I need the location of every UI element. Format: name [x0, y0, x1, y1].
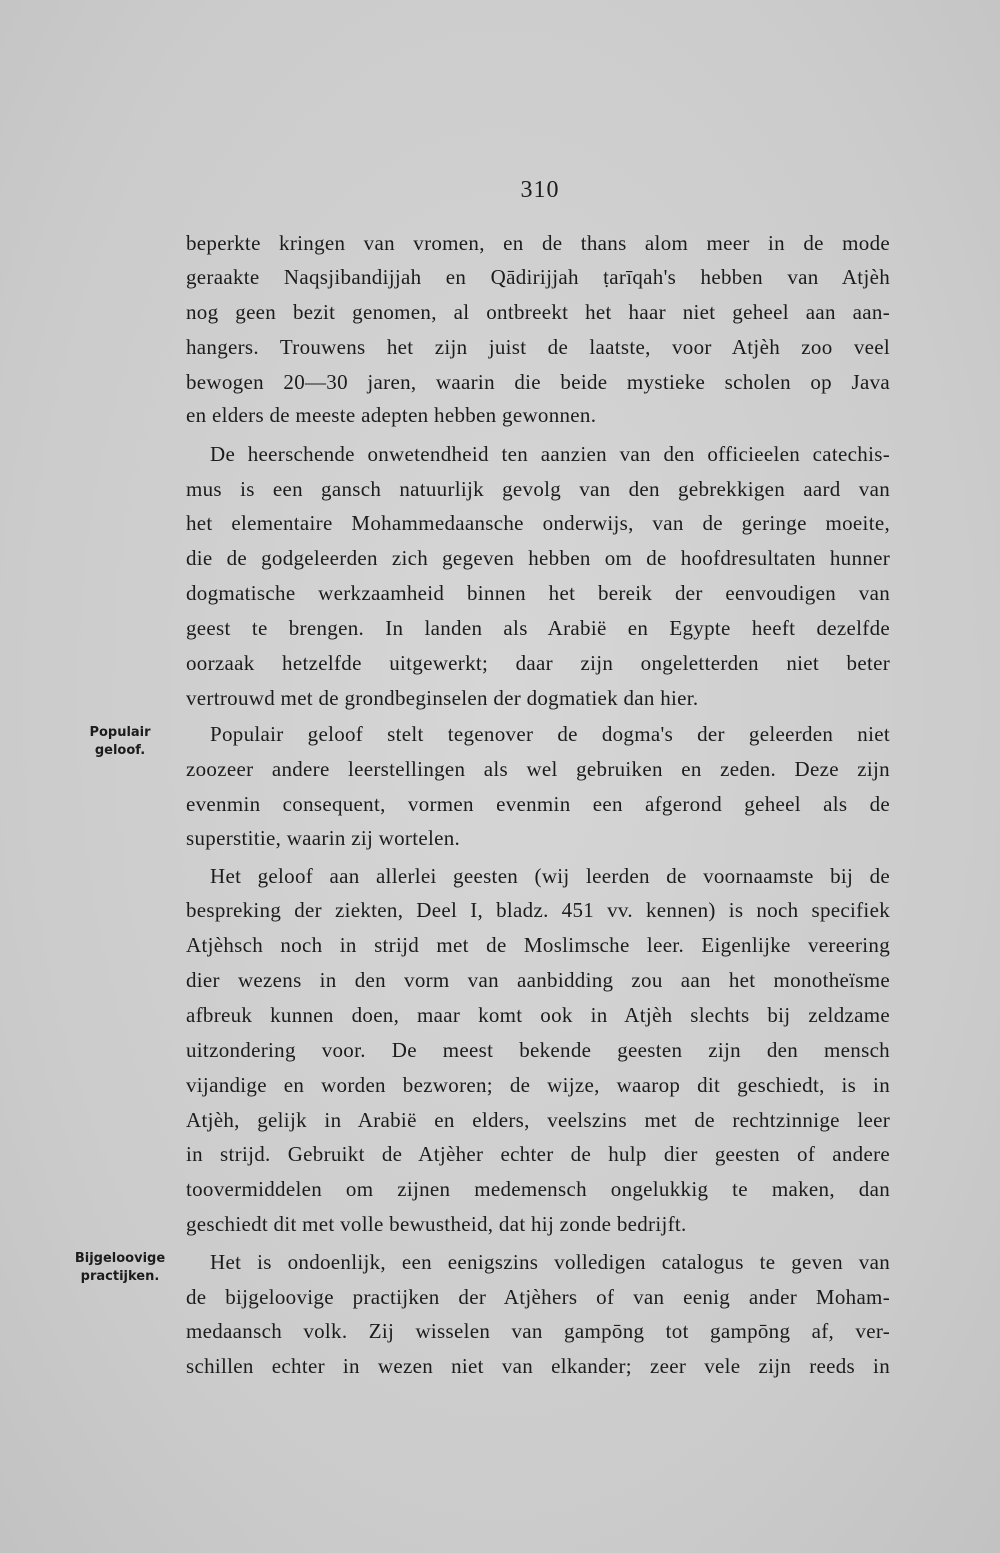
margin-note-line: practijken. — [80, 1269, 160, 1284]
text-line: Atjèhsch noch in strijd met de Moslimsche leer. Eigenlijke vereering — [186, 933, 890, 957]
text-line: de bijgeloovige practijken der Atjèhers of van eenig ander Moham- — [186, 1285, 890, 1309]
text-line: geest te brengen. In landen als Arabië en Egypte heeft dezelfde — [186, 616, 890, 640]
text-line: oorzaak hetzelfde uitgewerkt; daar zijn ongeletterden niet beter — [186, 651, 890, 675]
text-line: geschiedt dit met volle bewustheid, dat hij zonde bedrijft. — [186, 1212, 687, 1236]
margin-note-populair-geloof — [60, 724, 180, 760]
text-line: Het geloof aan allerlei geesten (wij leerden de voornaamste bij de — [210, 864, 890, 888]
text-line: zoozeer andere leerstellingen als wel gebruiken en zeden. Deze zijn — [186, 757, 890, 781]
text-line: en elders de meeste adepten hebben gewonnen. — [186, 403, 597, 427]
text-line: Het is ondoenlijk, een eenigszins volledigen catalogus te geven van — [210, 1250, 890, 1274]
text-line: schillen echter in wezen niet van elkander; zeer vele zijn reeds in — [186, 1354, 890, 1378]
text-line: De heerschende onwetendheid ten aanzien van den officieelen catechis- — [210, 442, 890, 466]
text-line: in strijd. Gebruikt de Atjèher echter de hulp dier geesten of andere — [186, 1142, 890, 1166]
page-number: 310 — [520, 177, 560, 203]
text-line: het elementaire Mohammedaansche onderwijs, van de geringe moeite, — [186, 511, 890, 535]
text-line: evenmin consequent, vormen evenmin een afgerond geheel als de — [186, 792, 890, 816]
text-line: medaansch volk. Zij wisselen van gampōng tot gampōng af, ver- — [186, 1319, 890, 1343]
text-line: uitzondering voor. De meest bekende geesten zijn den mensch — [186, 1038, 890, 1062]
margin-note-line: geloof. — [94, 743, 146, 758]
text-line: superstitie, waarin zij wortelen. — [186, 826, 461, 850]
text-line: beperkte kringen van vromen, en de thans alom meer in de mode — [186, 231, 890, 255]
text-line: die de godgeleerden zich gegeven hebben om de hoofdresultaten hunner — [186, 546, 890, 570]
text-line: dogmatische werkzaamheid binnen het bereik der eenvoudigen van — [186, 581, 890, 605]
text-line: hangers. Trouwens het zijn juist de laatste, voor Atjèh zoo veel — [186, 335, 890, 359]
text-line: dier wezens in den vorm van aanbidding zou aan het monotheïsme — [186, 968, 890, 992]
text-line: Atjèh, gelijk in Arabië en elders, veelszins met de rechtzinnige leer — [186, 1108, 890, 1132]
text-line: toovermiddelen om zijnen medemensch ongelukkig te maken, dan — [186, 1177, 890, 1201]
margin-note-bijgeloovige-practijken — [60, 1250, 180, 1286]
text-line: vertrouwd met de grondbeginselen der dogmatiek dan hier. — [186, 686, 699, 710]
text-line: afbreuk kunnen doen, maar komt ook in Atjèh slechts bij zeldzame — [186, 1003, 890, 1027]
margin-note-line: Populair — [89, 725, 151, 740]
margin-note-line: Bijgeloovige — [74, 1251, 166, 1266]
text-line: mus is een gansch natuurlijk gevolg van den gebrekkigen aard van — [186, 477, 890, 501]
text-line: nog geen bezit genomen, al ontbreekt het haar niet geheel aan aan- — [186, 300, 890, 324]
text-line: Populair geloof stelt tegenover de dogma's der geleerden niet — [210, 722, 890, 746]
text-line: vijandige en worden bezworen; de wijze, waarop dit geschiedt, is in — [186, 1073, 890, 1097]
text-line: bespreking der ziekten, Deel I, bladz. 451 vv. kennen) is noch specifiek — [186, 898, 890, 922]
text-line: geraakte Naqsjibandijjah en Qādirijjah ṭarīqah's hebben van Atjèh — [186, 265, 890, 289]
text-line: bewogen 20—30 jaren, waarin die beide mystieke scholen op Java — [186, 370, 890, 394]
